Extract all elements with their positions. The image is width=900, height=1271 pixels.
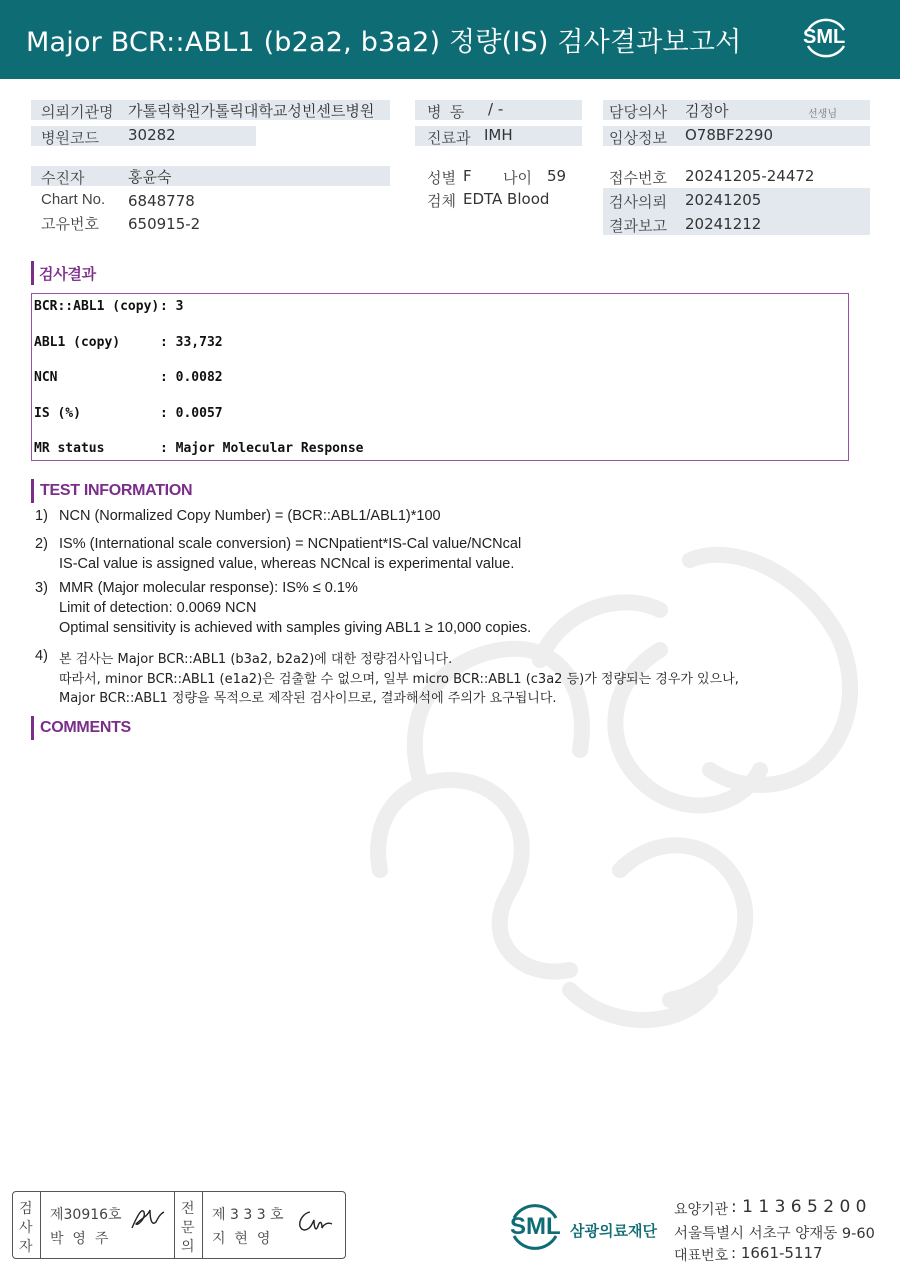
result-key: MR status (34, 441, 105, 456)
receipt-value: 20241205-24472 (685, 167, 815, 185)
specimen-label: 검체 (427, 193, 456, 210)
ward-label: 병 동 (427, 104, 465, 121)
specialist-label-char: 전 (181, 1201, 195, 1217)
uid-label: 고유번호 (41, 216, 99, 233)
clinical-label: 임상정보 (609, 130, 667, 147)
results-section-marker (31, 261, 34, 285)
inspector-label-char: 사 (19, 1220, 33, 1236)
result-value: : 0.0057 (160, 406, 223, 421)
results-section-title: 검사결과 (39, 266, 96, 283)
result-key: IS (%) (34, 406, 81, 421)
result-value: : 3 (160, 299, 184, 314)
test-info-section-title: TEST INFORMATION (40, 482, 193, 499)
ward-value: / - (488, 100, 504, 118)
test-info-line: IS-Cal value is assigned value, whereas NCNcal is experimental value. (59, 556, 515, 572)
test-info-line: MMR (Major molecular response): IS% ≤ 0.1% (59, 580, 358, 596)
signature-divider (40, 1192, 41, 1258)
clinical-value: O78BF2290 (685, 126, 773, 144)
hospital-code-label: 병원코드 (41, 130, 99, 147)
inspector-name: 박 영 주 (50, 1231, 109, 1247)
result-key: ABL1 (copy) (34, 335, 121, 350)
doctor-label: 담당의사 (609, 104, 667, 121)
request-value: 20241205 (685, 191, 762, 209)
comments-section-title: COMMENTS (40, 719, 131, 736)
comments-section-marker (31, 716, 34, 740)
result-value: : 0.0082 (160, 370, 223, 385)
department-label: 진료과 (427, 130, 471, 147)
test-info-number: 1) (35, 508, 48, 524)
care-code-value: : 1 1 3 6 5 2 0 0 (731, 1197, 867, 1217)
org-name: 삼광의료재단 (570, 1222, 657, 1240)
test-info-line: Major BCR::ABL1 정량을 목적으로 제작된 검사이므로, 결과해석에 주의가 요구됩니다. (59, 691, 557, 706)
specialist-label-char: 문 (181, 1220, 195, 1236)
phone-value: : 1661-5117 (731, 1244, 823, 1262)
test-info-number: 2) (35, 536, 48, 552)
test-info-number: 3) (35, 580, 48, 596)
chart-value: 6848778 (128, 192, 195, 210)
report-label: 결과보고 (609, 218, 667, 235)
phone-label: 대표번호 (674, 1248, 729, 1264)
test-info-line: Optimal sensitivity is achieved with samples giving ABL1 ≥ 10,000 copies. (59, 620, 532, 636)
test-info-line: 본 검사는 Major BCR::ABL1 (b3a2, b2a2)에 대한 정량검사입니다. (59, 652, 453, 667)
address: 서울특별시 서초구 양재동 9-60 (674, 1226, 875, 1242)
age-label: 나이 (503, 170, 532, 187)
inspector-label-char: 검 (19, 1201, 33, 1217)
inspector-license: 제30916호 (50, 1207, 122, 1223)
patient-value: 홍윤숙 (128, 168, 172, 186)
signature-divider (174, 1192, 175, 1258)
care-code-label: 요양기관 (674, 1202, 729, 1218)
watermark-logo (360, 540, 880, 1040)
sml-logo-text: SML (803, 26, 846, 48)
receipt-label: 접수번호 (609, 170, 667, 187)
test-info-line: IS% (International scale conversion) = NCNpatient*IS-Cal value/NCNcal (59, 536, 522, 552)
patient-bar (31, 166, 390, 186)
institution-label: 의뢰기관명 (41, 104, 114, 121)
specialist-label-char: 의 (181, 1239, 195, 1255)
sex-value: F (463, 167, 472, 185)
age-value: 59 (547, 167, 567, 185)
request-label: 검사의뢰 (609, 194, 667, 211)
result-value: : 33,732 (160, 335, 223, 350)
results-box (31, 293, 849, 461)
report-value: 20241212 (685, 215, 762, 233)
test-info-line: Limit of detection: 0.0069 NCN (59, 600, 257, 616)
test-info-line: NCN (Normalized Copy Number) = (BCR::ABL1/ABL1)*100 (59, 508, 441, 524)
patient-label: 수진자 (41, 170, 85, 187)
doctor-value: 김정아 (685, 102, 729, 120)
specialist-signature (294, 1206, 338, 1238)
test-info-number: 4) (35, 648, 48, 664)
result-key: BCR::ABL1 (copy) (34, 299, 160, 314)
doctor-suffix: 선생님 (808, 109, 837, 120)
test-info-section-marker (31, 479, 34, 503)
specialist-license: 제 3 3 3 호 (212, 1207, 284, 1223)
specialist-name: 지 현 영 (212, 1231, 271, 1247)
sex-label: 성별 (427, 170, 456, 187)
test-info-line: 따라서, minor BCR::ABL1 (e1a2)은 검출할 수 없으며, 일부 micro BCR::ABL1 (c3a2 등)가 정량되는 경우가 있으나, (59, 672, 739, 687)
result-value: : Major Molecular Response (160, 441, 364, 456)
result-key: NCN (34, 370, 58, 385)
inspector-signature (128, 1204, 168, 1234)
uid-value: 650915-2 (128, 215, 201, 233)
report-title: Major BCR::ABL1 (b2a2, b3a2) 정량(IS) 검사결과보고서 (26, 27, 742, 58)
sml-footer-logo-text: SML (510, 1213, 561, 1240)
institution-value: 가톨릭학원가톨릭대학교성빈센트병원 (128, 102, 375, 120)
inspector-label-char: 자 (19, 1239, 33, 1255)
specimen-value: EDTA Blood (463, 190, 550, 208)
signature-divider (202, 1192, 203, 1258)
hospital-code-value: 30282 (128, 126, 176, 144)
department-value: IMH (484, 126, 513, 144)
chart-label: Chart No. (41, 191, 106, 208)
